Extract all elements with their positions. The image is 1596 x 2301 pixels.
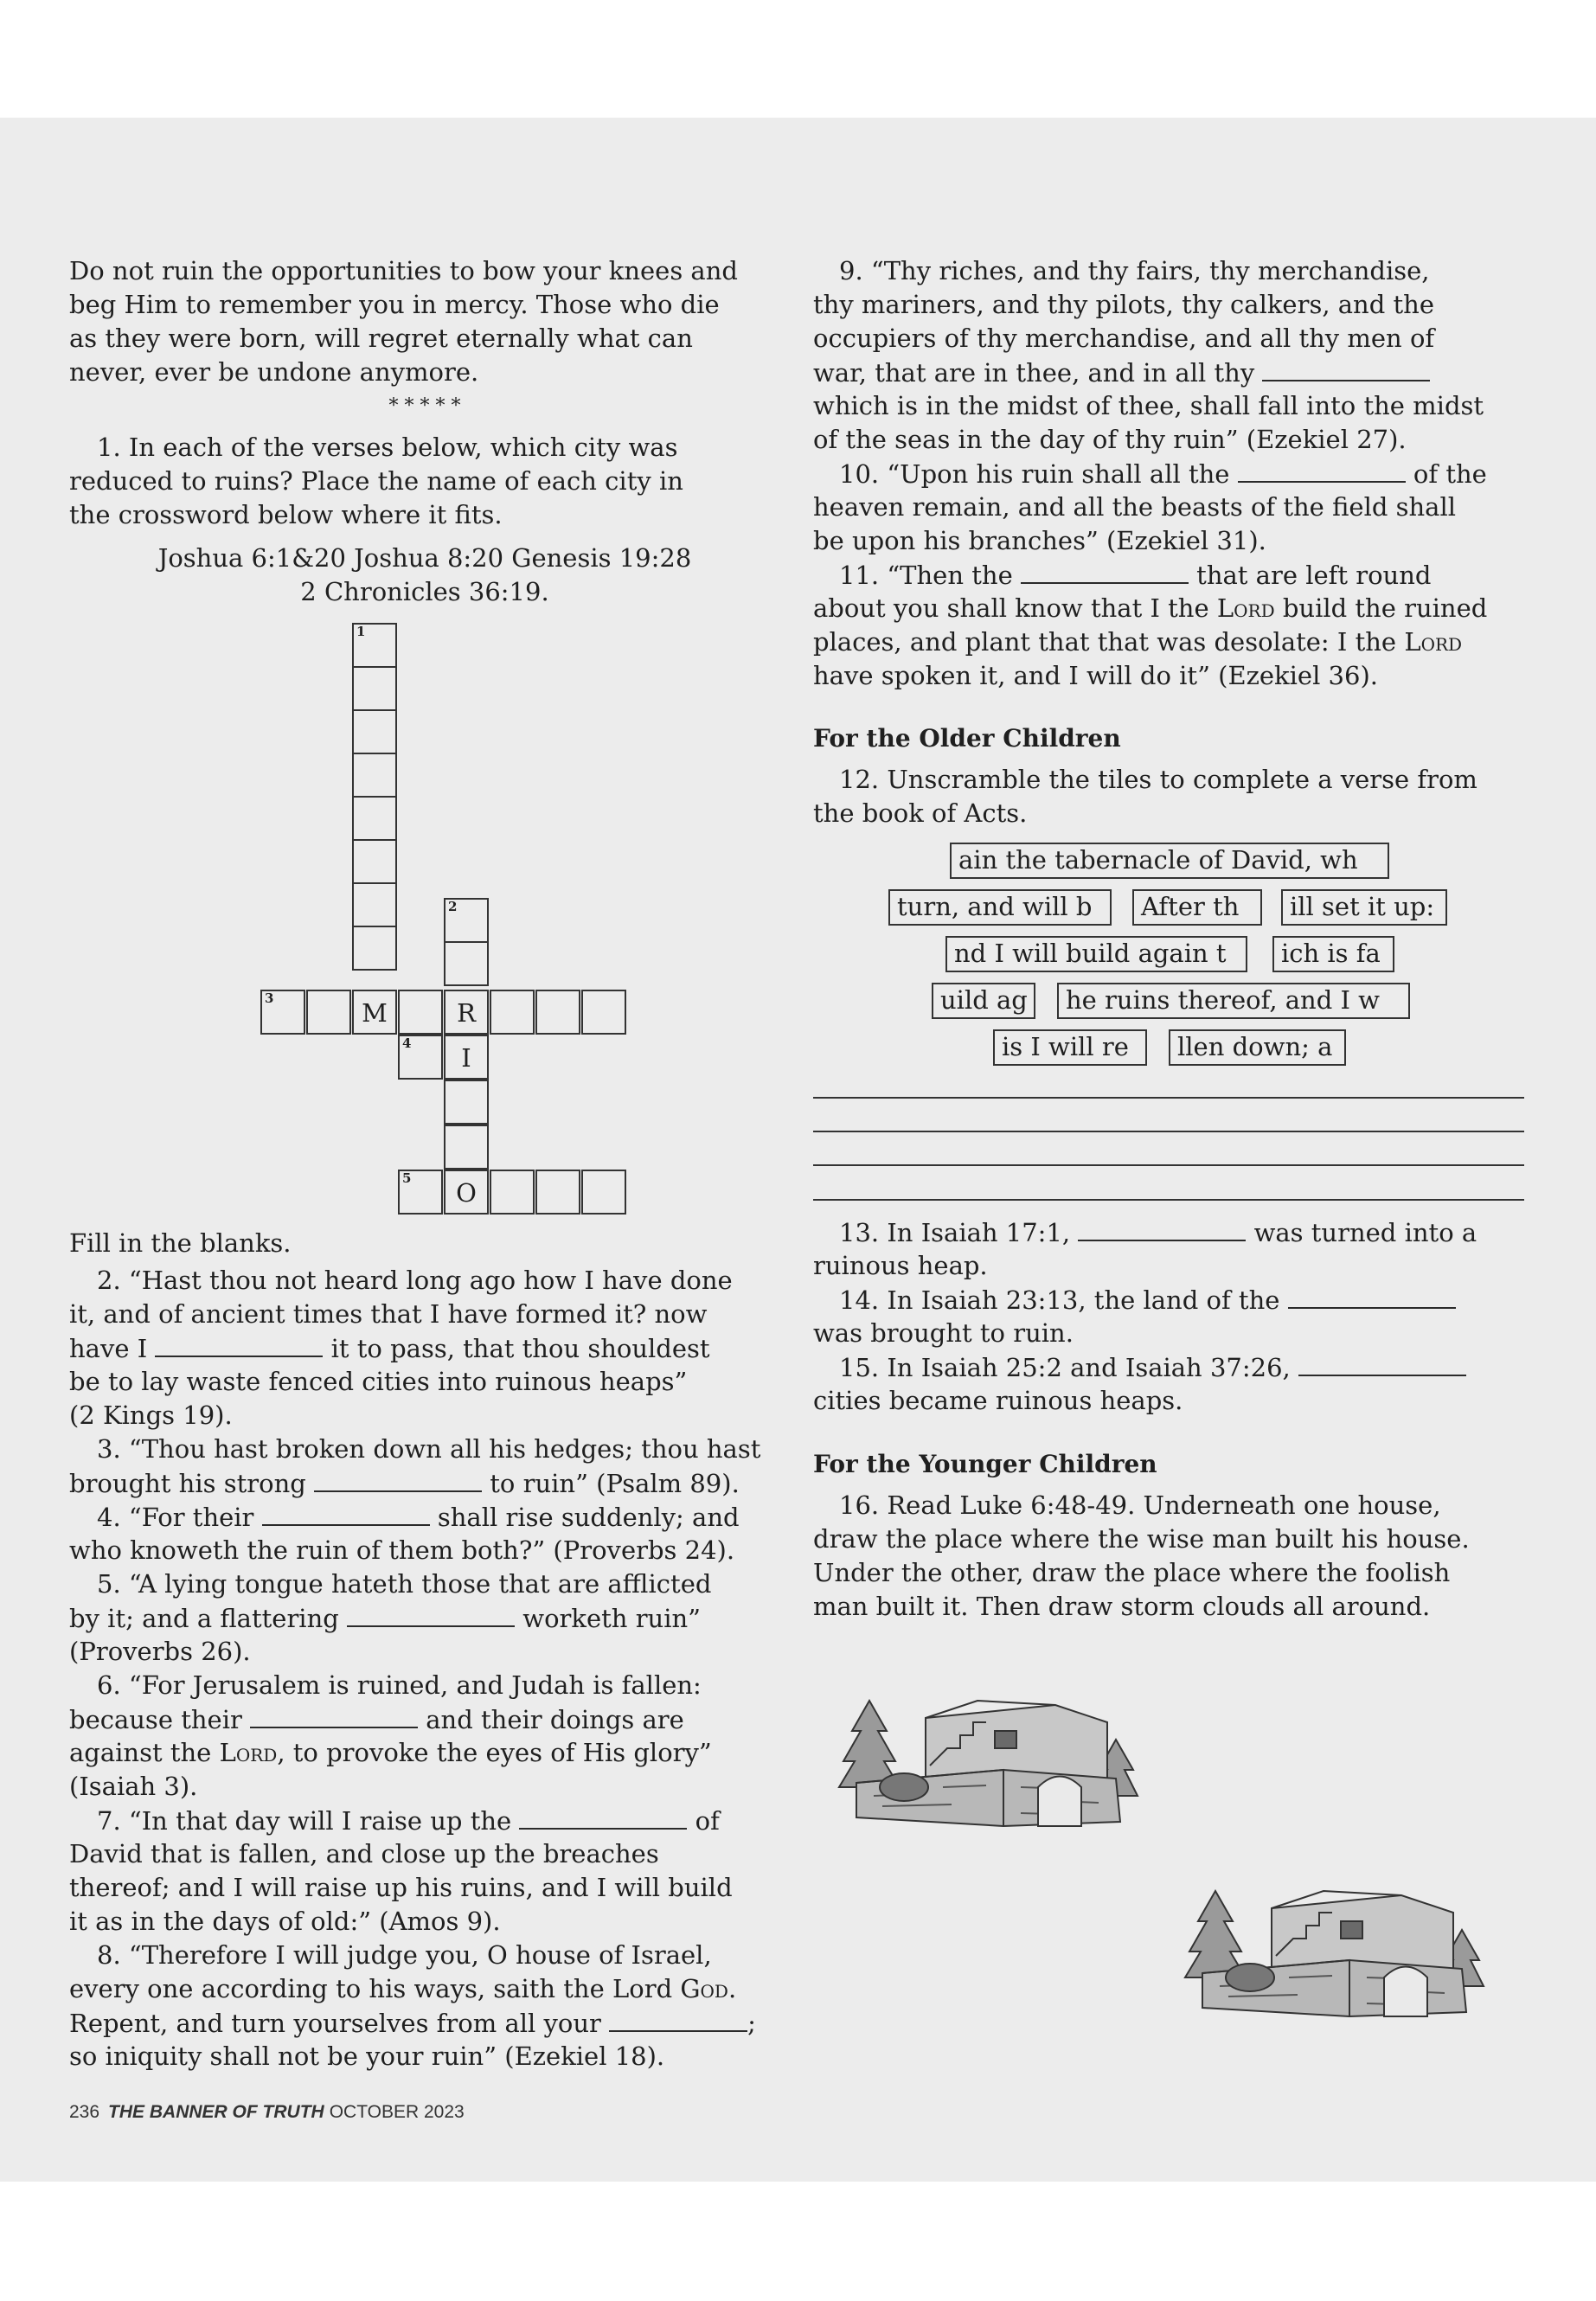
question-11-line: have spoken it, and I will do it” (Ezekiel 36). <box>813 661 1378 690</box>
crossword-cell[interactable] <box>444 990 489 1035</box>
cell-letter: O <box>456 1178 477 1208</box>
question-16-line: draw the place where the wise man built his house. <box>813 1524 1470 1554</box>
question-16-line: man built it. Then draw storm clouds all around. <box>813 1592 1431 1621</box>
answer-blank[interactable] <box>347 1601 515 1627</box>
crossword-cell[interactable] <box>306 990 351 1035</box>
question-12-line: the book of Acts. <box>813 798 1028 828</box>
clue-number: 2 <box>448 899 458 914</box>
magazine-title: THE BANNER OF TRUTH <box>108 2102 324 2122</box>
crossword-cell[interactable] <box>444 1170 489 1215</box>
crossword-cell[interactable] <box>444 1125 489 1170</box>
question-16-line: 16. Read Luke 6:48-49. Underneath one house, <box>839 1490 1441 1520</box>
question-2-line: have I it to pass, that thou shouldest <box>69 1331 710 1366</box>
question-6-line: because their and their doings are <box>69 1702 684 1737</box>
question-6-line: 6. “For Jerusalem is ruined, and Judah is fallen: <box>97 1670 702 1700</box>
question-1-line: the crossword below where it fits. <box>69 500 503 529</box>
crossword-cell[interactable] <box>260 990 305 1035</box>
answer-blank[interactable] <box>1021 558 1189 584</box>
crossword-cell[interactable] <box>352 882 397 927</box>
cell-letter: I <box>461 1043 471 1073</box>
question-7-line: 7. “In that day will I raise up the of <box>97 1804 720 1838</box>
verse-tile[interactable]: he ruins thereof, and I w <box>1057 983 1410 1019</box>
crossword-cell[interactable] <box>352 623 397 668</box>
fill-in-label: Fill in the blanks. <box>69 1228 292 1258</box>
verse-tile[interactable]: ain the tabernacle of David, wh <box>950 843 1389 879</box>
answer-blank[interactable] <box>155 1331 323 1357</box>
question-1-line: 1. In each of the verses below, which city was <box>97 433 678 462</box>
question-3-line: 3. “Thou hast broken down all his hedges; thou hast <box>97 1434 761 1464</box>
question-11-line: 11. “Then the that are left round <box>839 558 1431 593</box>
question-15-line: cities became ruinous heaps. <box>813 1386 1183 1415</box>
question-3-line: brought his strong to ruin” (Psalm 89). <box>69 1466 740 1501</box>
question-9-line: of the seas in the day of thy ruin” (Ezekiel 27). <box>813 425 1407 454</box>
question-10-line: be upon his branches” (Ezekiel 31). <box>813 526 1266 555</box>
question-9-line: which is in the midst of thee, shall fall into the midst <box>813 391 1484 420</box>
page <box>0 118 1596 2182</box>
question-2-line: (2 Kings 19). <box>69 1400 233 1430</box>
younger-children-heading: For the Younger Children <box>813 1450 1157 1478</box>
verse-tile[interactable]: nd I will build again t <box>945 936 1247 972</box>
scripture-references: Joshua 6:1&20 Joshua 8:20 Genesis 19:28 <box>157 543 692 573</box>
clue-number: 1 <box>356 624 366 639</box>
question-7-line: David that is fallen, and close up the breaches <box>69 1839 659 1868</box>
question-15-line: 15. In Isaiah 25:2 and Isaiah 37:26, <box>839 1350 1466 1385</box>
scripture-references: 2 Chronicles 36:19. <box>300 577 549 606</box>
crossword-cell[interactable] <box>444 941 489 986</box>
intro-line: Do not ruin the opportunities to bow your knees and <box>69 256 738 285</box>
verse-tile[interactable]: ill set it up: <box>1281 889 1447 926</box>
clue-number: 5 <box>402 1170 412 1186</box>
intro-line: as they were born, will regret eternally what can <box>69 324 693 353</box>
question-8-line: 8. “Therefore I will judge you, O house of Israel, <box>97 1940 712 1970</box>
question-9-line: thy mariners, and thy pilots, thy calkers, and the <box>813 290 1435 319</box>
verse-tile[interactable]: uild ag <box>932 983 1035 1019</box>
house-illustration <box>822 1657 1176 1830</box>
question-2-line: 2. “Hast thou not heard long ago how I have done <box>97 1266 733 1295</box>
answer-line[interactable] <box>813 1097 1524 1099</box>
question-9-line: occupiers of thy merchandise, and all thy men of <box>813 324 1435 353</box>
answer-blank[interactable] <box>1078 1215 1246 1241</box>
question-2-line: it, and of ancient times that I have formed it? now <box>69 1299 708 1329</box>
crossword-cell[interactable] <box>352 926 397 971</box>
question-12-line: 12. Unscramble the tiles to complete a verse from <box>839 765 1477 794</box>
question-2-line: be to lay waste fenced cities into ruinous heaps” <box>69 1367 688 1396</box>
cell-letter: M <box>362 998 388 1028</box>
question-7-line: it as in the days of old:” (Amos 9). <box>69 1907 501 1936</box>
crossword-cell[interactable] <box>535 990 580 1035</box>
crossword-cell[interactable] <box>581 1170 626 1215</box>
crossword-cell[interactable] <box>352 796 397 841</box>
page-number: 236 <box>69 2102 100 2122</box>
issue-date: OCTOBER 2023 <box>329 2102 465 2122</box>
question-10-line: heaven remain, and all the beasts of the field shall <box>813 492 1457 522</box>
answer-blank[interactable] <box>314 1466 482 1492</box>
answer-blank[interactable] <box>1288 1283 1456 1309</box>
older-children-heading: For the Older Children <box>813 724 1121 753</box>
crossword-cell[interactable] <box>398 990 443 1035</box>
crossword-cell[interactable] <box>352 709 397 754</box>
answer-line[interactable] <box>813 1199 1524 1201</box>
crossword-cell[interactable] <box>490 990 535 1035</box>
question-14-line: was brought to ruin. <box>813 1318 1074 1348</box>
crossword-cell[interactable] <box>444 898 489 943</box>
crossword-cell[interactable] <box>352 666 397 711</box>
cell-letter: R <box>457 998 476 1028</box>
crossword-cell[interactable] <box>352 753 397 798</box>
answer-blank[interactable] <box>1262 356 1430 381</box>
answer-line[interactable] <box>813 1131 1524 1132</box>
house-illustration <box>1168 1848 1522 2021</box>
clue-number: 4 <box>402 1035 412 1051</box>
question-6-line: against the Lord, to provoke the eyes of His glory” <box>69 1738 712 1767</box>
crossword-cell[interactable] <box>444 1035 489 1080</box>
verse-tile[interactable]: llen down; a <box>1169 1029 1346 1066</box>
question-13-line: 13. In Isaiah 17:1, was turned into a <box>839 1215 1477 1250</box>
question-5-line: (Proverbs 26). <box>69 1637 251 1666</box>
question-1-line: reduced to ruins? Place the name of each city in <box>69 466 683 496</box>
crossword-cell[interactable] <box>581 990 626 1035</box>
question-8-line: so iniquity shall not be your ruin” (Ezekiel 18). <box>69 2041 665 2071</box>
intro-line: beg Him to remember you in mercy. Those who die <box>69 290 720 319</box>
question-4-line: 4. “For their shall rise suddenly; and <box>97 1500 740 1535</box>
verse-tile[interactable]: is I will re <box>993 1029 1147 1066</box>
crossword-cell[interactable] <box>535 1170 580 1215</box>
answer-blank[interactable] <box>262 1500 430 1526</box>
question-7-line: thereof; and I will raise up his ruins, and I will build <box>69 1873 733 1902</box>
answer-line[interactable] <box>813 1164 1524 1166</box>
verse-tile[interactable]: ich is fa <box>1272 936 1394 972</box>
question-14-line: 14. In Isaiah 23:13, the land of the <box>839 1283 1456 1317</box>
crossword-cell[interactable] <box>444 1080 489 1125</box>
question-8-line: every one according to his ways, saith the Lord God. <box>69 1974 737 2003</box>
question-11-line: about you shall know that I the Lord build the ruined <box>813 593 1488 623</box>
crossword-cell[interactable] <box>352 839 397 884</box>
crossword-cell[interactable] <box>398 1035 443 1080</box>
crossword-cell[interactable] <box>490 1170 535 1215</box>
question-5-line: 5. “A lying tongue hateth those that are afflicted <box>97 1569 712 1599</box>
question-8-line: Repent, and turn yourselves from all your ; <box>69 2006 756 2041</box>
clue-number: 3 <box>265 990 274 1006</box>
answer-blank[interactable] <box>1238 457 1406 483</box>
verse-tile[interactable]: After th <box>1132 889 1262 926</box>
answer-blank[interactable] <box>1298 1350 1466 1376</box>
question-4-line: who knoweth the ruin of them both?” (Proverbs 24). <box>69 1535 735 1565</box>
question-5-line: by it; and a flattering worketh ruin” <box>69 1601 701 1636</box>
question-10-line: 10. “Upon his ruin shall all the of the <box>839 457 1487 491</box>
question-13-line: ruinous heap. <box>813 1251 988 1280</box>
section-separator: * * * * * <box>388 395 461 417</box>
crossword-cell[interactable] <box>398 1170 443 1215</box>
answer-blank[interactable] <box>519 1804 687 1830</box>
question-16-line: Under the other, draw the place where the foolish <box>813 1558 1451 1587</box>
answer-blank[interactable] <box>609 2006 747 2032</box>
intro-line: never, ever be undone anymore. <box>69 357 479 387</box>
question-9-line: war, that are in thee, and in all thy <box>813 356 1430 390</box>
crossword-cell[interactable] <box>352 990 397 1035</box>
page-footer <box>69 2102 465 2123</box>
question-11-line: places, and plant that that was desolate: I the Lord <box>813 627 1463 657</box>
question-6-line: (Isaiah 3). <box>69 1772 198 1801</box>
question-9-line: 9. “Thy riches, and thy fairs, thy merchandise, <box>839 256 1430 285</box>
answer-blank[interactable] <box>250 1702 418 1728</box>
verse-tile[interactable]: turn, and will b <box>888 889 1112 926</box>
